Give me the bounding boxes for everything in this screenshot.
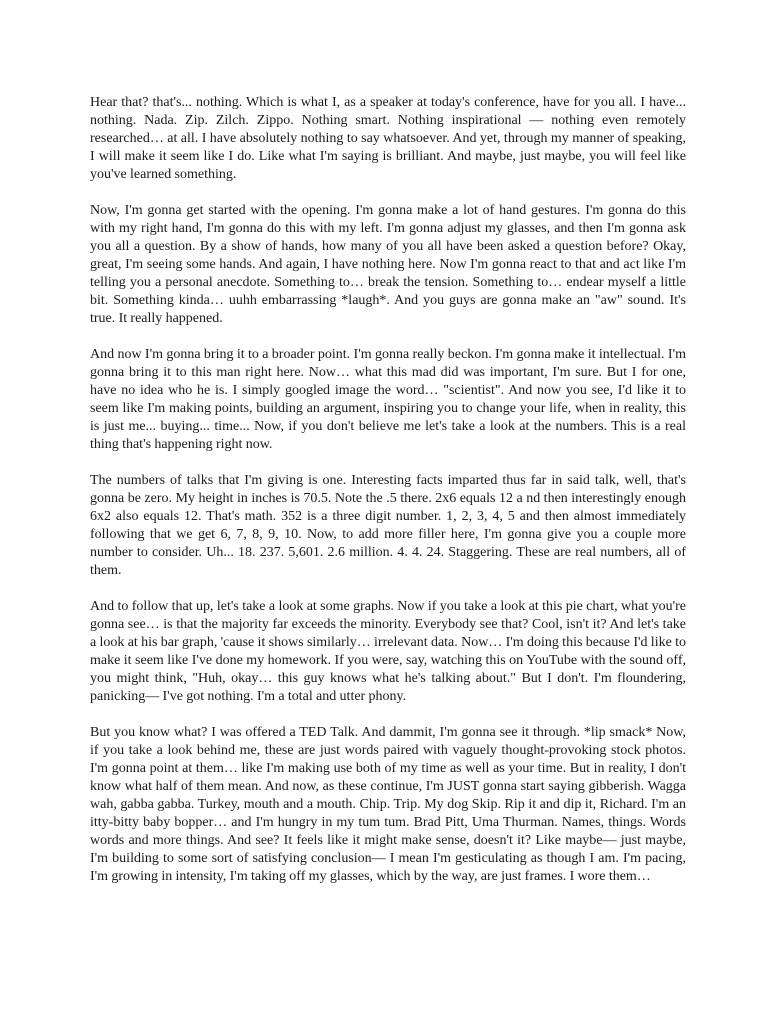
- paragraph-6: But you know what? I was offered a TED Talk. And dammit, I'm gonna see it through. *lip smack* Now, if you take a look behind me, these are just words paired with vaguely thought-provoking stock photos. I'm gonna point at them… like I'm making use both of my time as well as your time. But in reality, I don't know what half of them mean. And now, as these continue, I'm JUST gonna start saying gibberish. Wagga wah, gabba gabba. Turkey, mouth and a mouth. Chip. Trip. My dog Skip. Rip it and dip it, Richard. I'm an itty-bitty baby bopper… and I'm hungry in my tum tum. Brad Pitt, Uma Thurman. Names, things. Words words and more things. And see? It feels like it might make sense, doesn't it? Like maybe— just maybe, I'm building to some sort of satisfying conclusion— I mean I'm gesticulating as though I am. I'm pacing, I'm growing in intensity, I'm taking off my glasses, which by the way, are just frames. I wore them…: [90, 725, 686, 884]
- paragraph-2: Now, I'm gonna get started with the opening. I'm gonna make a lot of hand gestures. I'm gonna do this with my right hand, I'm gonna do this with my left. I'm gonna adjust my glasses, and then I'm gonna ask you all a question. By a show of hands, how many of you all have been asked a question before? Okay, great, I'm seeing some hands. And again, I have nothing here. Now I'm gonna react to that and act like I'm telling you a personal anecdote. Something to… break the tension. Something to… endear myself a little bit. Something kinda… uuhh embarrassing *laugh*. And you guys are gonna make an "aw" sound. It's true. It really happened.: [90, 203, 686, 326]
- paragraph-4: The numbers of talks that I'm giving is one. Interesting facts imparted thus far in said talk, well, that's gonna be zero. My height in inches is 70.5. Note the .5 there. 2x6 equals 12 a nd then interestingly enough 6x2 also equals 12. That's math. 352 is a three digit number. 1, 2, 3, 4, 5 and then almost immediately following that we get 6, 7, 8, 9, 10. Now, to add more filler here, I'm gonna give you a couple more number to consider. Uh... 18. 237. 5,601. 2.6 million. 4. 4. 24. Staggering. These are real numbers, all of them.: [90, 473, 686, 578]
- document-body: [90, 94, 686, 904]
- paragraph-5: And to follow that up, let's take a look at some graphs. Now if you take a look at this pie chart, what you're gonna see… is that the majority far exceeds the minority. Everybody see that? Cool, isn't it? And let's take a look at his bar graph, 'cause it shows similarly… irrelevant data. Now… I'm doing this because I'd like to make it seem like I've done my homework. If you were, say, watching this on YouTube with the sound off, you might think, "Huh, okay… this guy knows what he's talking about." But I don't. I'm floundering, panicking— I've got nothing. I'm a total and utter phony.: [90, 599, 686, 704]
- paragraph-1: Hear that? that's... nothing. Which is what I, as a speaker at today's conference, have for you all. I have... nothing. Nada. Zip. Zilch. Zippo. Nothing smart. Nothing inspirational — nothing even remotely researched… at all. I have absolutely nothing to say whatsoever. And yet, through my manner of speaking, I will make it seem like I do. Like what I'm saying is brilliant. And maybe, just maybe, you will feel like you've learned something.: [90, 95, 686, 182]
- paragraph-3: And now I'm gonna bring it to a broader point. I'm gonna really beckon. I'm gonna make it intellectual. I'm gonna bring it to this man right here. Now… what this mad did was important, I'm sure. But I for one, have no idea who he is. I simply googled image the word… "scientist". And now you see, I'd like it to seem like I'm making points, building an argument, inspiring you to change your life, when in reality, this is just me... buying... time... Now, if you don't believe me let's take a look at the numbers. This is a real thing that's happening right now.: [90, 347, 686, 452]
